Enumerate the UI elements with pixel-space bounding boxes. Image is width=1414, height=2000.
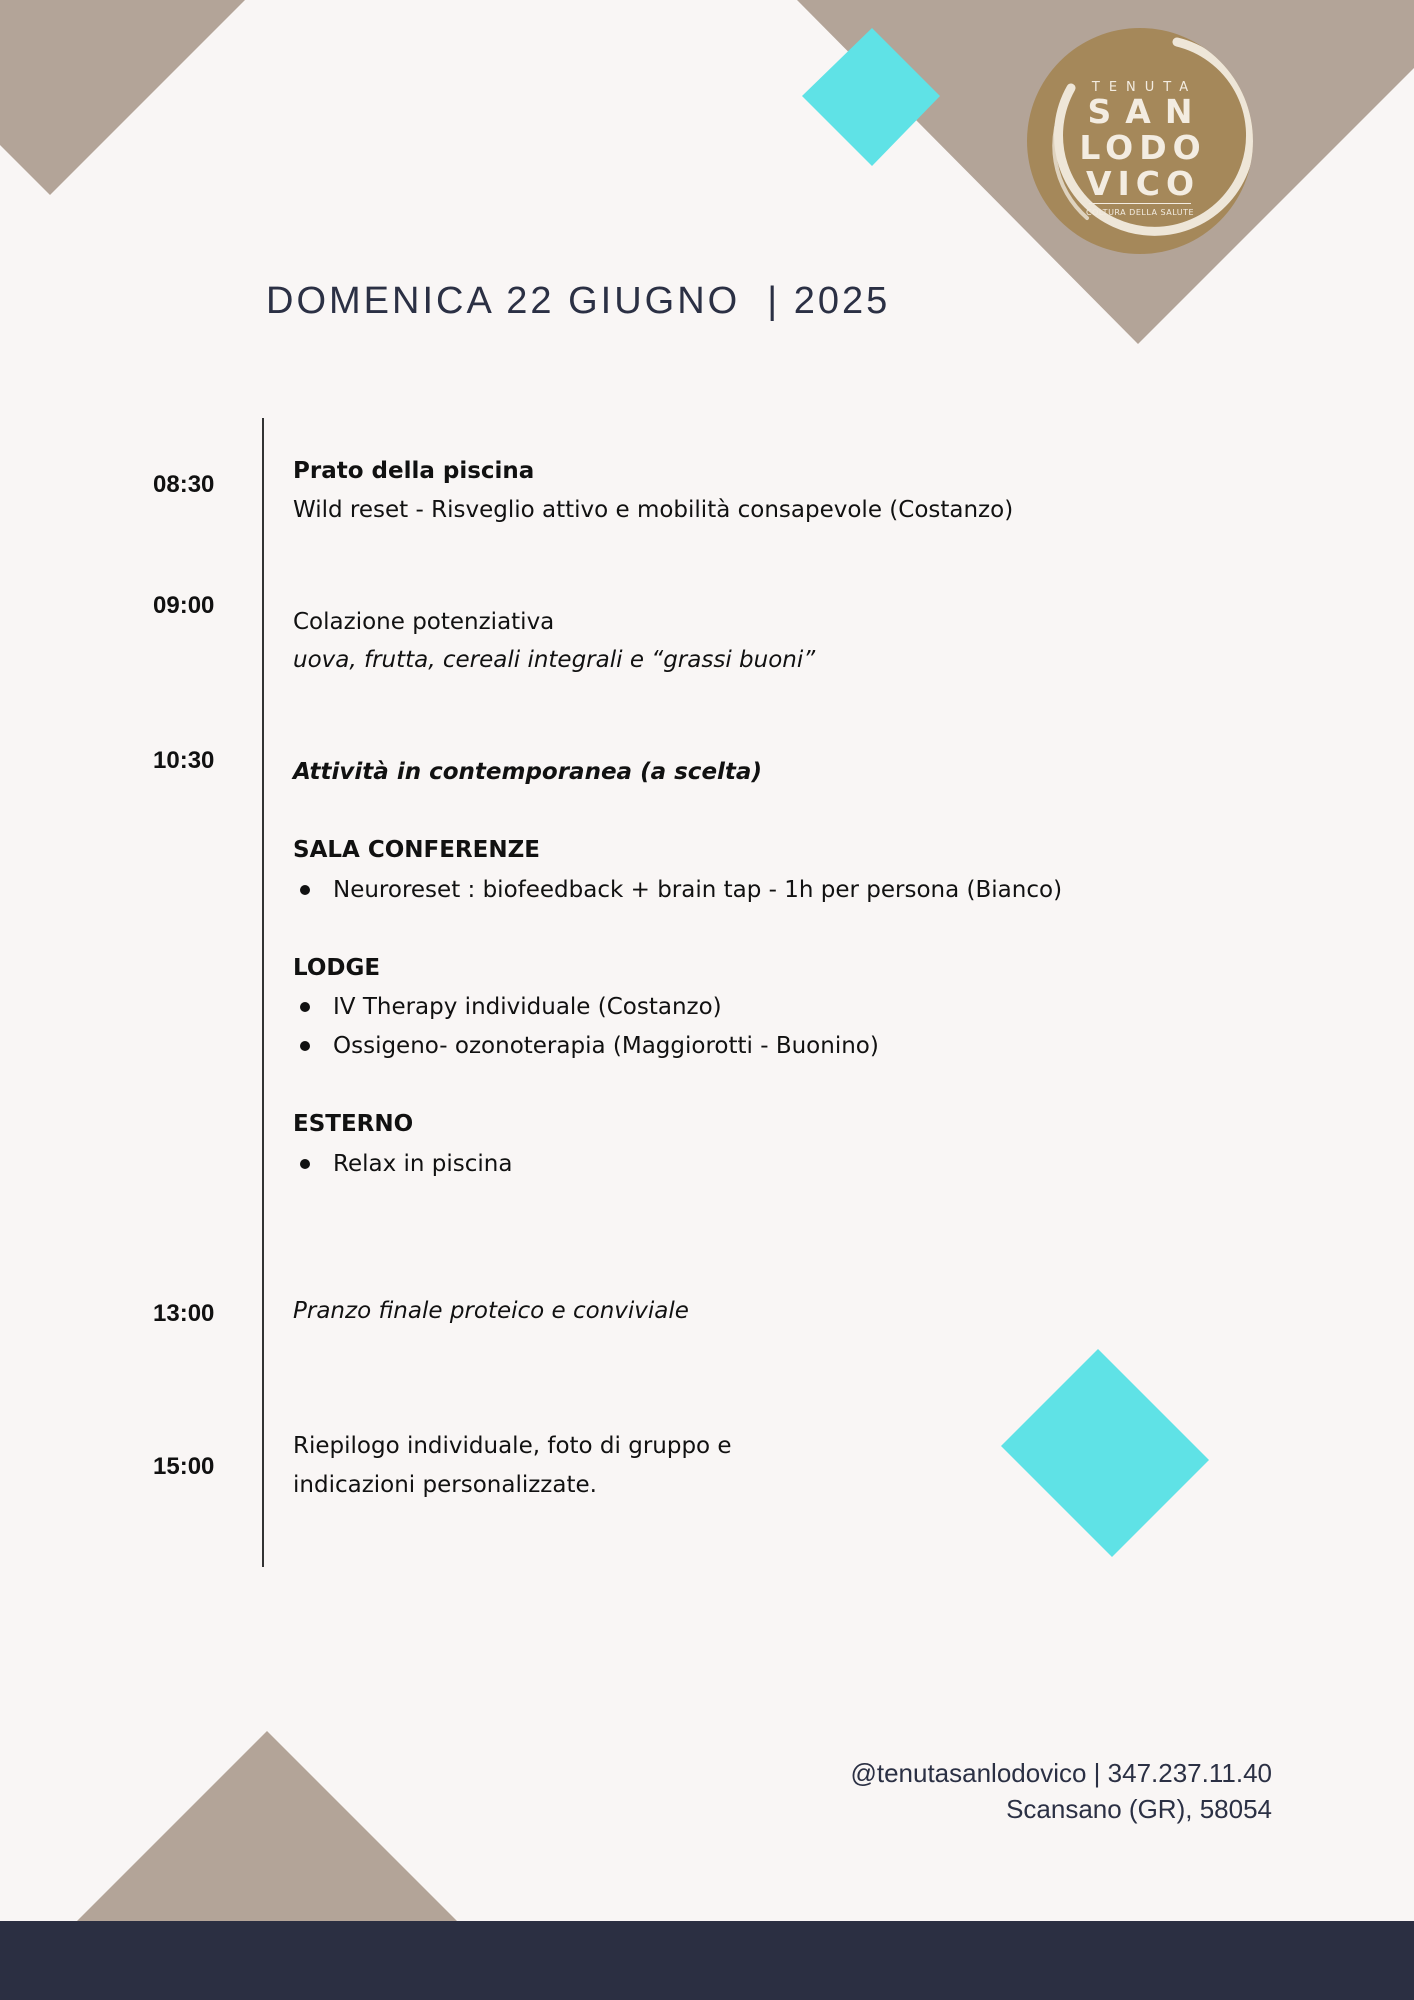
list-item-text: Ossigeno- ozonoterapia (Maggiorotti - Buonino) <box>333 1033 879 1059</box>
bullet-icon <box>300 885 310 895</box>
list-item-text: Neuroreset : biofeedback + brain tap - 1h per persona (Bianco) <box>333 877 1063 903</box>
logo-rule <box>1089 203 1191 204</box>
list-item-text: Relax in piscina <box>333 1151 513 1177</box>
list-item <box>300 1033 879 1059</box>
bullet-icon <box>300 1041 310 1051</box>
section-heading-esterno: ESTERNO <box>293 1111 414 1137</box>
event-text: Pranzo finale proteico e conviviale <box>293 1298 689 1324</box>
logo-line-1: SAN <box>1087 92 1207 131</box>
bullet-icon <box>300 1002 310 1012</box>
event-text-line-1: Riepilogo individuale, foto di gruppo e <box>293 1433 732 1459</box>
bottom-left-triangle <box>77 1731 457 1921</box>
event-text-line-2: indicazioni personalizzate. <box>293 1472 597 1498</box>
logo-line-3: VICO <box>1085 164 1201 203</box>
section-heading-lodge: LODGE <box>293 955 381 981</box>
timeline-line <box>262 418 264 1567</box>
time-0830: 08:30 <box>153 471 215 498</box>
event-note: uova, frutta, cereali integrali e “grassi buoni” <box>293 647 816 673</box>
time-0900: 09:00 <box>153 592 215 619</box>
list-item-text: IV Therapy individuale (Costanzo) <box>333 994 722 1020</box>
list-item <box>300 994 722 1020</box>
list-item <box>300 877 1062 903</box>
bottom-cyan-diamond <box>1001 1349 1209 1557</box>
event-text: Wild reset - Risveglio attivo e mobilità consapevole (Costanzo) <box>293 497 1014 523</box>
contact-address: Scansano (GR), 58054 <box>1006 1794 1272 1824</box>
section-heading-sala-conferenze: SALA CONFERENZE <box>293 837 540 863</box>
list-item <box>300 1151 512 1177</box>
logo-line-2: LODO <box>1079 128 1207 167</box>
bullet-icon <box>300 1159 310 1169</box>
event-intro: Attività in contemporanea (a scelta) <box>293 759 762 785</box>
time-1300: 13:00 <box>153 1300 215 1327</box>
logo-top-text: TENUTA <box>1091 80 1198 95</box>
contact-social-phone: @tenutasanlodovico | 347.237.11.40 <box>850 1758 1272 1788</box>
brand-logo <box>1027 28 1253 254</box>
time-1500: 15:00 <box>153 1453 215 1480</box>
top-left-triangle <box>0 0 245 195</box>
footer-bar <box>0 1921 1414 2000</box>
page-title: DOMENICA 22 GIUGNO | 2025 <box>266 280 891 322</box>
event-heading: Prato della piscina <box>293 458 535 484</box>
time-1030: 10:30 <box>153 747 215 774</box>
logo-tagline: COLTURA DELLA SALUTE <box>1085 208 1195 217</box>
event-text: Colazione potenziativa <box>293 609 555 635</box>
